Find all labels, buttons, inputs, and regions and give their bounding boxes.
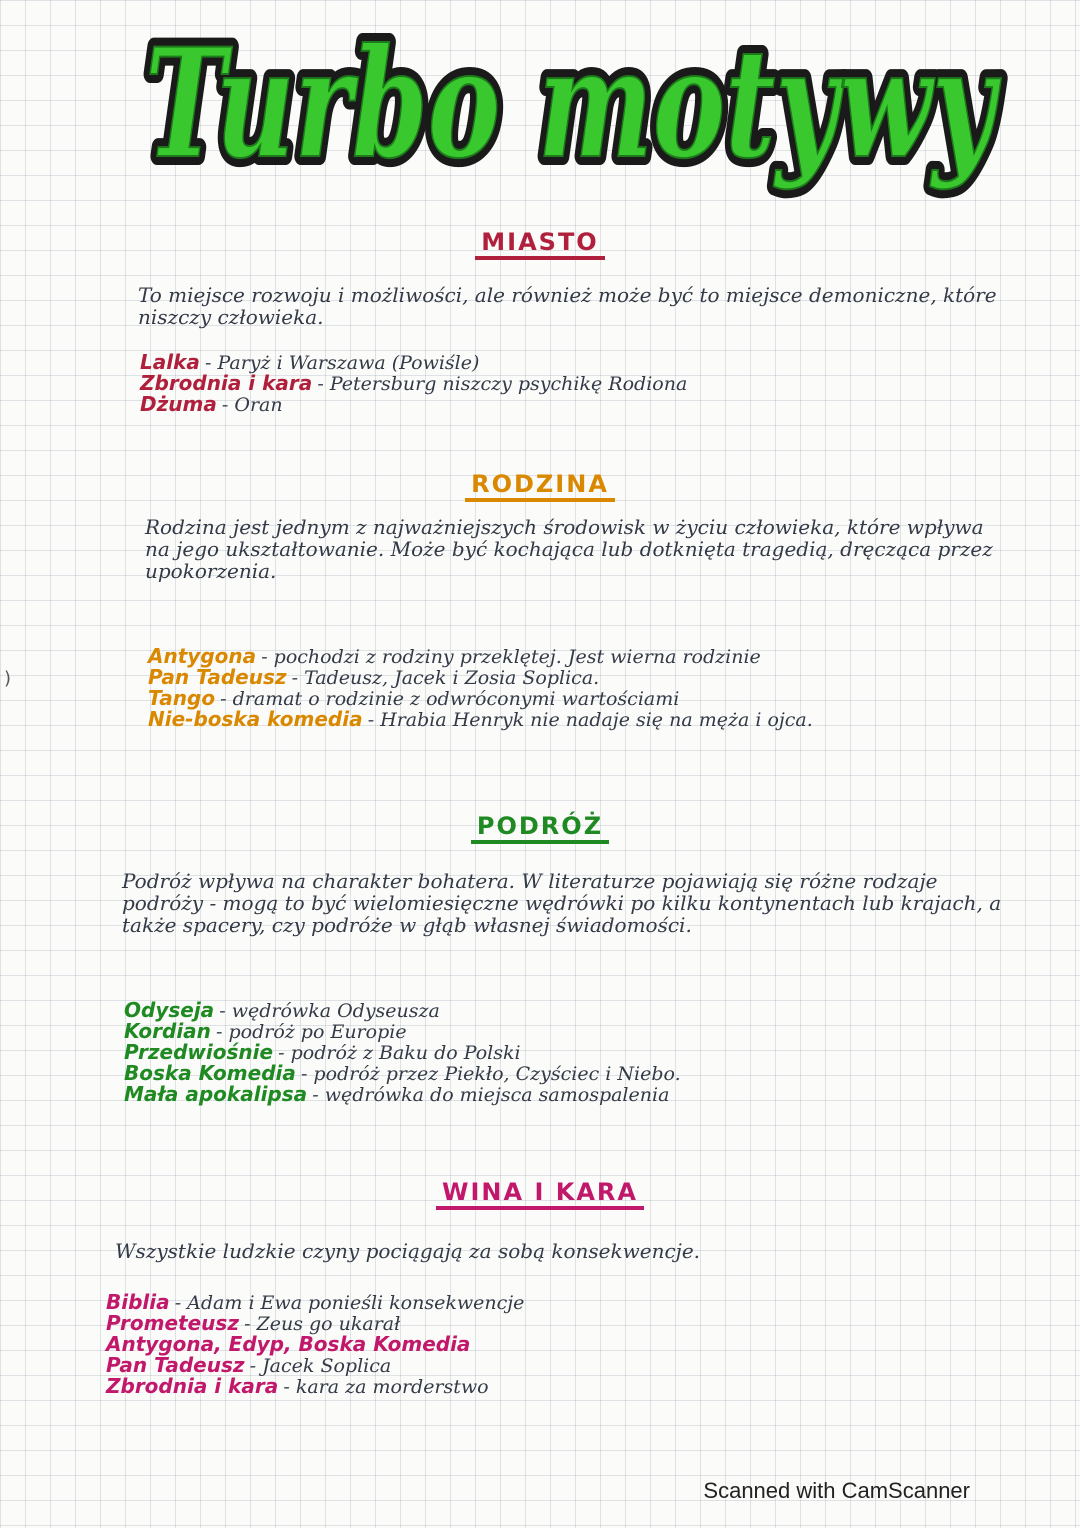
list-item: Antygona, Edyp, Boska Komedia [106,1332,471,1356]
list-item: Antygona - pochodzi z rodziny przeklętej. Jest wierna rodzinie [148,644,761,668]
watermark: Scanned with CamScanner [703,1478,970,1503]
list-item: Dżuma - Oran [140,392,283,416]
margin-mark: ) [4,668,12,689]
miasto-text: To miejsce rozwoju i możliwości, ale również może być to miejsce demoniczne, które niszczy człowieka. [138,283,997,329]
podroz-text: Podróż wpływa na charakter bohatera. W literaturze pojawiają się różne rodzaje podróży - mogą to być wielomiesięczne wędrówki po kilku kontynentach lub krajach, a także spacery, czy podróże w głąb własnej świadomości. [122,869,1002,937]
list-item: Zbrodnia i kara - kara za morderstwo [106,1374,489,1398]
heading-rodzina: RODZINA [0,470,1080,498]
list-item: Nie-boska komedia - Hrabia Henryk nie nadaje się na męża i ojca. [148,707,813,731]
list-item: Odyseja - wędrówka Odyseusza [124,998,440,1022]
page-title [130,6,1010,216]
title-outline: Turbo motywy [145,16,1002,192]
list-item: Pan Tadeusz - Tadeusz, Jacek i Zosia Soplica. [148,665,600,689]
wina-list [106,1292,524,1397]
miasto-list [140,352,687,415]
list-item: Prometeusz - Zeus go ukarał [106,1311,401,1335]
list-item: Mała apokalipsa - wędrówka do miejsca samospalenia [124,1082,670,1106]
list-item: Tango - dramat o rodzinie z odwróconymi wartościami [148,686,680,710]
list-item: Lalka - Paryż i Warszawa (Powiśle) [140,350,480,374]
list-item: Kordian - podróż po Europie [124,1019,407,1043]
heading-podroz: PODRÓŻ [0,812,1080,840]
list-item: Boska Komedia - podróż przez Piekło, Czyściec i Niebo. [124,1061,681,1085]
list-item: Pan Tadeusz - Jacek Soplica [106,1353,392,1377]
heading-miasto: MIASTO [0,228,1080,256]
wina-text: Wszystkie ludzkie czyny pociągają za sobą konsekwencje. [115,1239,701,1263]
rodzina-text: Rodzina jest jednym z najważniejszych środowisk w życiu człowieka, które wpływa na jego ukształtowanie. Może być kochająca lub dotknięta tragedią, dręcząca przez upokorzenia. [145,515,993,583]
podroz-list [124,1000,681,1105]
list-item: Zbrodnia i kara - Petersburg niszczy psychikę Rodiona [140,371,688,395]
title-fill: Turbo motywy [145,16,1002,192]
list-item: Biblia - Adam i Ewa ponieśli konsekwencje [106,1290,525,1314]
list-item: Przedwiośnie - podróż z Baku do Polski [124,1040,521,1064]
heading-wina-i-kara: WINA I KARA [0,1178,1080,1206]
rodzina-list [148,646,813,730]
